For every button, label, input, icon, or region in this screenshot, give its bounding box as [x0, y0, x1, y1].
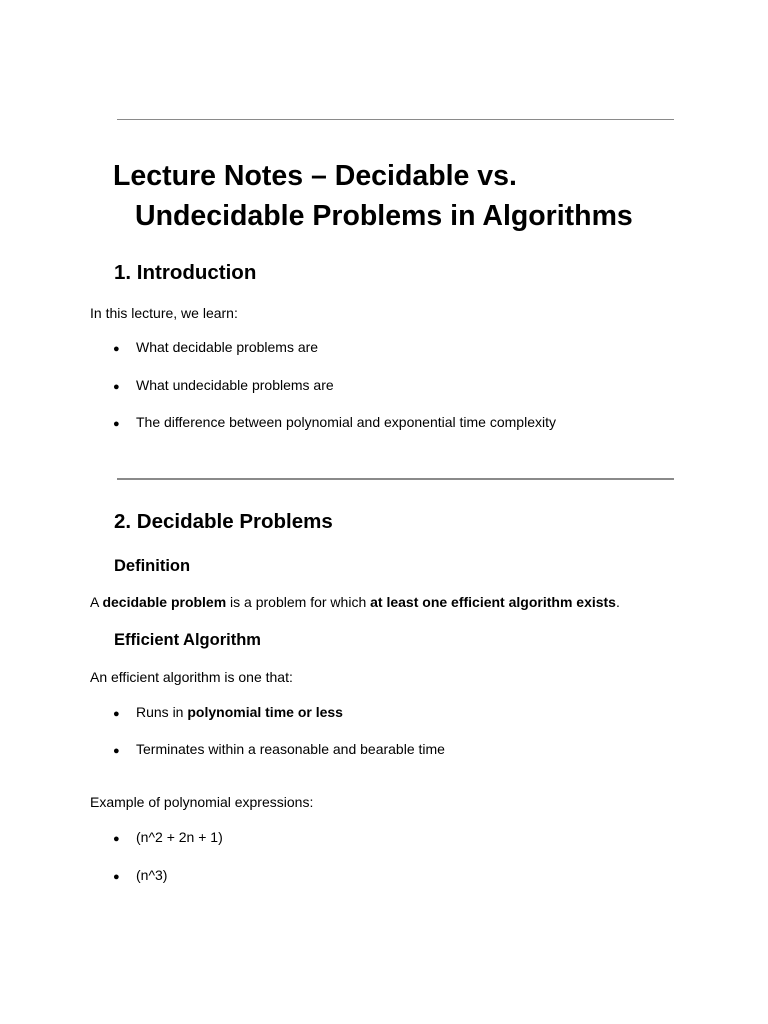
title-line-2: Undecidable Problems in Algorithms: [135, 200, 633, 232]
title-line-1: Lecture Notes – Decidable vs.: [113, 160, 517, 192]
bullet-icon: ●: [113, 708, 120, 720]
list-item-text: What undecidable problems are: [136, 377, 334, 393]
intro-heading: 1. Introduction: [114, 261, 257, 284]
bullet-icon: ●: [113, 381, 120, 393]
efficient-lead: An efficient algorithm is one that:: [90, 669, 293, 685]
bullet-icon: ●: [113, 343, 120, 355]
list-item: [113, 413, 556, 433]
list-item: [113, 740, 445, 760]
definition-text-b: is a problem for which: [226, 594, 371, 610]
list-item-emphasis: polynomial time or less: [187, 704, 343, 720]
list-item: [113, 866, 167, 886]
examples-lead: Example of polynomial expressions:: [90, 794, 314, 810]
bullet-icon: ●: [113, 745, 120, 757]
list-item: [113, 338, 318, 358]
definition-text: [90, 593, 620, 611]
top-divider: [117, 119, 674, 120]
section-divider: [117, 478, 674, 480]
list-item: [113, 376, 334, 396]
bullet-icon: ●: [113, 833, 120, 845]
list-item-text: What decidable problems are: [136, 339, 319, 355]
definition-emphasis: at least one efficient algorithm exists: [370, 594, 616, 610]
definition-text-a: A: [90, 594, 103, 610]
bullet-icon: ●: [113, 871, 120, 883]
efficient-algorithm-heading: Efficient Algorithm: [114, 631, 261, 649]
list-item-text: Terminates within a reasonable and bearable time: [136, 741, 445, 757]
intro-lead: In this lecture, we learn:: [90, 305, 238, 321]
definition-text-c: .: [615, 594, 620, 610]
document-title: [113, 156, 713, 236]
list-item-text: (n^2 + 2n + 1): [136, 829, 223, 845]
list-item: [113, 703, 343, 723]
bullet-icon: ●: [113, 418, 120, 430]
definition-term: decidable problem: [102, 594, 227, 610]
list-item-prefix: Runs in: [136, 704, 188, 720]
list-item: [113, 828, 223, 848]
decidable-heading: 2. Decidable Problems: [114, 510, 333, 533]
definition-heading: Definition: [114, 557, 191, 575]
list-item-text: (n^3): [136, 867, 168, 883]
list-item-text: The difference between polynomial and exponential time complexity: [136, 414, 556, 430]
